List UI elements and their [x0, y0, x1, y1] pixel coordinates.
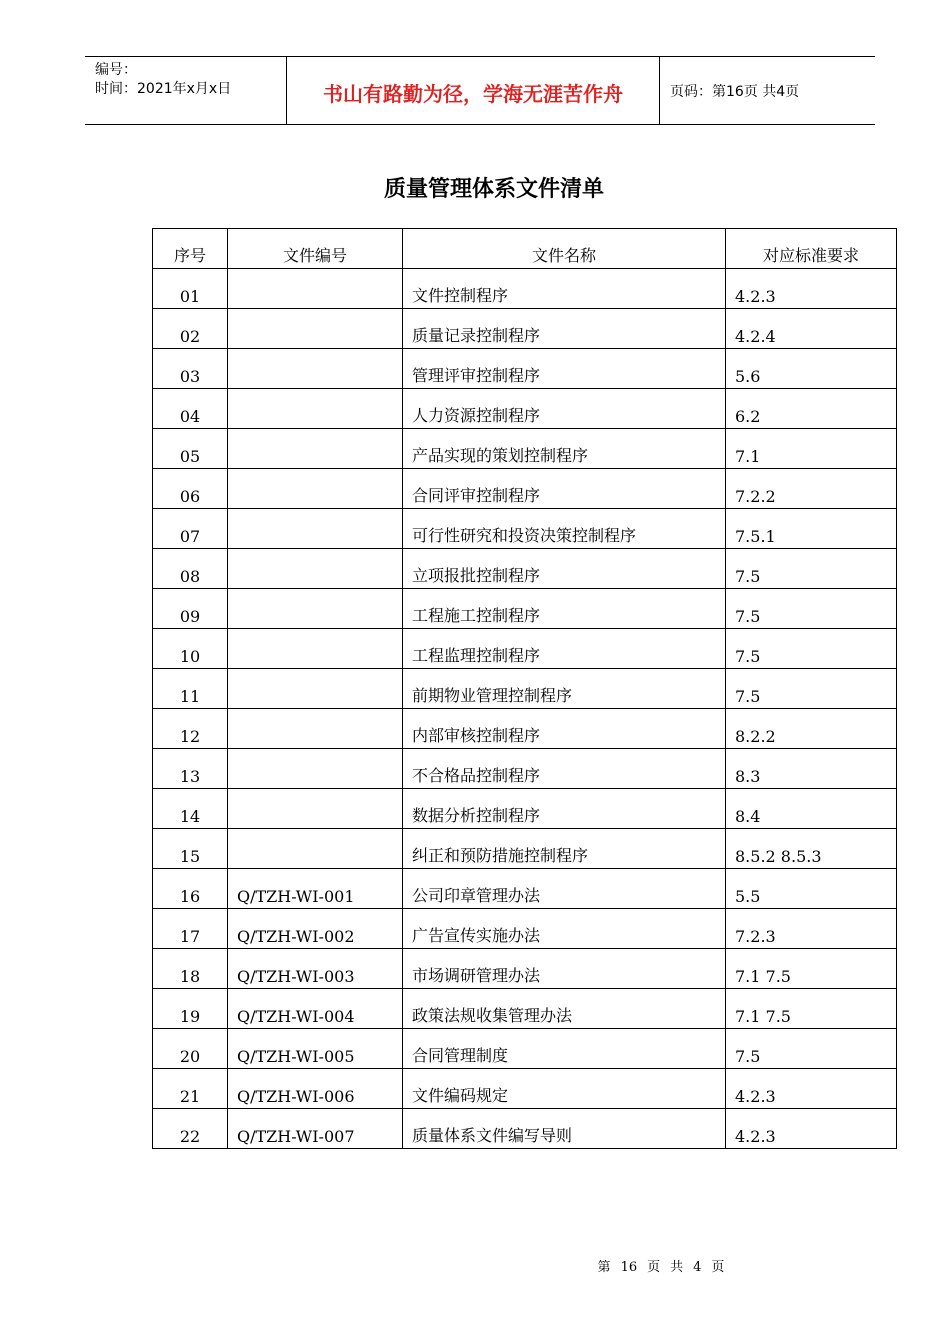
cell-seq: 20 — [153, 1029, 228, 1069]
cell-file-name: 文件控制程序 — [403, 269, 726, 309]
table-row — [153, 589, 897, 629]
table-row — [153, 749, 897, 789]
cell-standard: 5.6 — [726, 349, 897, 389]
table-header-row — [153, 229, 897, 269]
cell-seq: 18 — [153, 949, 228, 989]
footer-total-unit: 页 — [711, 1260, 725, 1275]
table-row — [153, 829, 897, 869]
table-row — [153, 469, 897, 509]
cell-seq: 03 — [153, 349, 228, 389]
cell-seq: 06 — [153, 469, 228, 509]
table-row — [153, 669, 897, 709]
page-footer — [0, 1256, 950, 1275]
table-row — [153, 389, 897, 429]
cell-file-name: 立项报批控制程序 — [403, 549, 726, 589]
table-row — [153, 1029, 897, 1069]
footer-page-unit: 页 — [647, 1260, 661, 1275]
cell-file-code — [228, 269, 403, 309]
cell-standard: 8.5.2 8.5.3 — [726, 829, 897, 869]
doc-number-label: 编号： — [95, 62, 137, 78]
cell-file-code — [228, 829, 403, 869]
header-page-label: 页码：第16页 共4页 — [670, 83, 800, 100]
table-row — [153, 989, 897, 1029]
cell-seq: 14 — [153, 789, 228, 829]
cell-file-code — [228, 349, 403, 389]
table-row — [153, 509, 897, 549]
cell-standard: 7.1 7.5 — [726, 949, 897, 989]
cell-file-name: 工程施工控制程序 — [403, 589, 726, 629]
table-row — [153, 549, 897, 589]
doc-time-label: 时间：2021年x月x日 — [95, 81, 232, 97]
cell-file-code: Q/TZH-WI-004 — [228, 989, 403, 1029]
cell-file-code — [228, 709, 403, 749]
cell-standard: 8.3 — [726, 749, 897, 789]
cell-seq: 01 — [153, 269, 228, 309]
cell-file-code: Q/TZH-WI-001 — [228, 869, 403, 909]
cell-standard: 7.1 — [726, 429, 897, 469]
table-row — [153, 709, 897, 749]
cell-file-name: 纠正和预防措施控制程序 — [403, 829, 726, 869]
header-meta — [85, 57, 287, 124]
cell-seq: 22 — [153, 1109, 228, 1149]
cell-standard: 7.5.1 — [726, 509, 897, 549]
cell-file-code: Q/TZH-WI-007 — [228, 1109, 403, 1149]
cell-seq: 11 — [153, 669, 228, 709]
cell-seq: 05 — [153, 429, 228, 469]
cell-file-code — [228, 749, 403, 789]
cell-standard: 4.2.3 — [726, 269, 897, 309]
cell-seq: 02 — [153, 309, 228, 349]
cell-file-name: 市场调研管理办法 — [403, 949, 726, 989]
cell-standard: 4.2.3 — [726, 1109, 897, 1149]
cell-standard: 7.5 — [726, 629, 897, 669]
cell-file-code: Q/TZH-WI-005 — [228, 1029, 403, 1069]
cell-seq: 17 — [153, 909, 228, 949]
cell-file-name: 内部审核控制程序 — [403, 709, 726, 749]
cell-standard: 6.2 — [726, 389, 897, 429]
table-row — [153, 429, 897, 469]
footer-page-current: 16 — [620, 1260, 638, 1275]
cell-file-name: 质量记录控制程序 — [403, 309, 726, 349]
header-standard: 对应标准要求 — [726, 229, 897, 269]
cell-standard: 7.5 — [726, 1029, 897, 1069]
cell-file-name: 可行性研究和投资决策控制程序 — [403, 509, 726, 549]
cell-standard: 7.5 — [726, 669, 897, 709]
cell-file-code — [228, 589, 403, 629]
footer-page-prefix: 第 — [597, 1260, 611, 1275]
header-motto: 书山有路勤为径，学海无涯苦作舟 — [287, 57, 660, 124]
table-row — [153, 269, 897, 309]
cell-file-name: 产品实现的策划控制程序 — [403, 429, 726, 469]
cell-standard: 4.2.3 — [726, 1069, 897, 1109]
cell-file-name: 管理评审控制程序 — [403, 349, 726, 389]
document-title: 质量管理体系文件清单 — [383, 177, 604, 202]
file-list-table — [152, 228, 897, 1149]
cell-seq: 15 — [153, 829, 228, 869]
cell-seq: 09 — [153, 589, 228, 629]
cell-standard: 7.5 — [726, 589, 897, 629]
cell-file-name: 质量体系文件编写导则 — [403, 1109, 726, 1149]
cell-file-code — [228, 629, 403, 669]
page-header — [85, 56, 875, 125]
cell-seq: 13 — [153, 749, 228, 789]
cell-file-code — [228, 429, 403, 469]
cell-seq: 07 — [153, 509, 228, 549]
cell-file-name: 人力资源控制程序 — [403, 389, 726, 429]
cell-standard: 4.2.4 — [726, 309, 897, 349]
table-row — [153, 309, 897, 349]
cell-file-code — [228, 309, 403, 349]
table-row — [153, 349, 897, 389]
table-row — [153, 629, 897, 669]
footer-total-prefix: 共 — [670, 1260, 684, 1275]
cell-seq: 12 — [153, 709, 228, 749]
table-body — [153, 269, 897, 1149]
cell-file-code — [228, 669, 403, 709]
cell-file-code — [228, 789, 403, 829]
cell-file-code: Q/TZH-WI-006 — [228, 1069, 403, 1109]
cell-seq: 19 — [153, 989, 228, 1029]
cell-file-name: 广告宣传实施办法 — [403, 909, 726, 949]
table-row — [153, 789, 897, 829]
cell-standard: 8.2.2 — [726, 709, 897, 749]
cell-seq: 04 — [153, 389, 228, 429]
cell-file-name: 合同管理制度 — [403, 1029, 726, 1069]
cell-standard: 7.2.2 — [726, 469, 897, 509]
cell-standard: 7.2.3 — [726, 909, 897, 949]
cell-file-name: 不合格品控制程序 — [403, 749, 726, 789]
cell-file-name: 合同评审控制程序 — [403, 469, 726, 509]
cell-file-code — [228, 549, 403, 589]
header-file-code: 文件编号 — [228, 229, 403, 269]
cell-standard: 5.5 — [726, 869, 897, 909]
header-file-name: 文件名称 — [403, 229, 726, 269]
cell-file-name: 数据分析控制程序 — [403, 789, 726, 829]
table-row — [153, 949, 897, 989]
cell-standard: 7.5 — [726, 549, 897, 589]
table-row — [153, 909, 897, 949]
cell-file-name: 政策法规收集管理办法 — [403, 989, 726, 1029]
table-row — [153, 1109, 897, 1149]
cell-file-name: 前期物业管理控制程序 — [403, 669, 726, 709]
footer-page-total: 4 — [693, 1260, 702, 1275]
cell-file-code: Q/TZH-WI-003 — [228, 949, 403, 989]
cell-seq: 21 — [153, 1069, 228, 1109]
cell-file-code — [228, 509, 403, 549]
cell-file-code — [228, 389, 403, 429]
cell-seq: 08 — [153, 549, 228, 589]
cell-standard: 7.1 7.5 — [726, 989, 897, 1029]
header-seq: 序号 — [153, 229, 228, 269]
cell-seq: 10 — [153, 629, 228, 669]
cell-file-code: Q/TZH-WI-002 — [228, 909, 403, 949]
table-row — [153, 1069, 897, 1109]
table-row — [153, 869, 897, 909]
cell-file-name: 文件编码规定 — [403, 1069, 726, 1109]
cell-seq: 16 — [153, 869, 228, 909]
cell-standard: 8.4 — [726, 789, 897, 829]
cell-file-name: 工程监理控制程序 — [403, 629, 726, 669]
cell-file-code — [228, 469, 403, 509]
cell-file-name: 公司印章管理办法 — [403, 869, 726, 909]
